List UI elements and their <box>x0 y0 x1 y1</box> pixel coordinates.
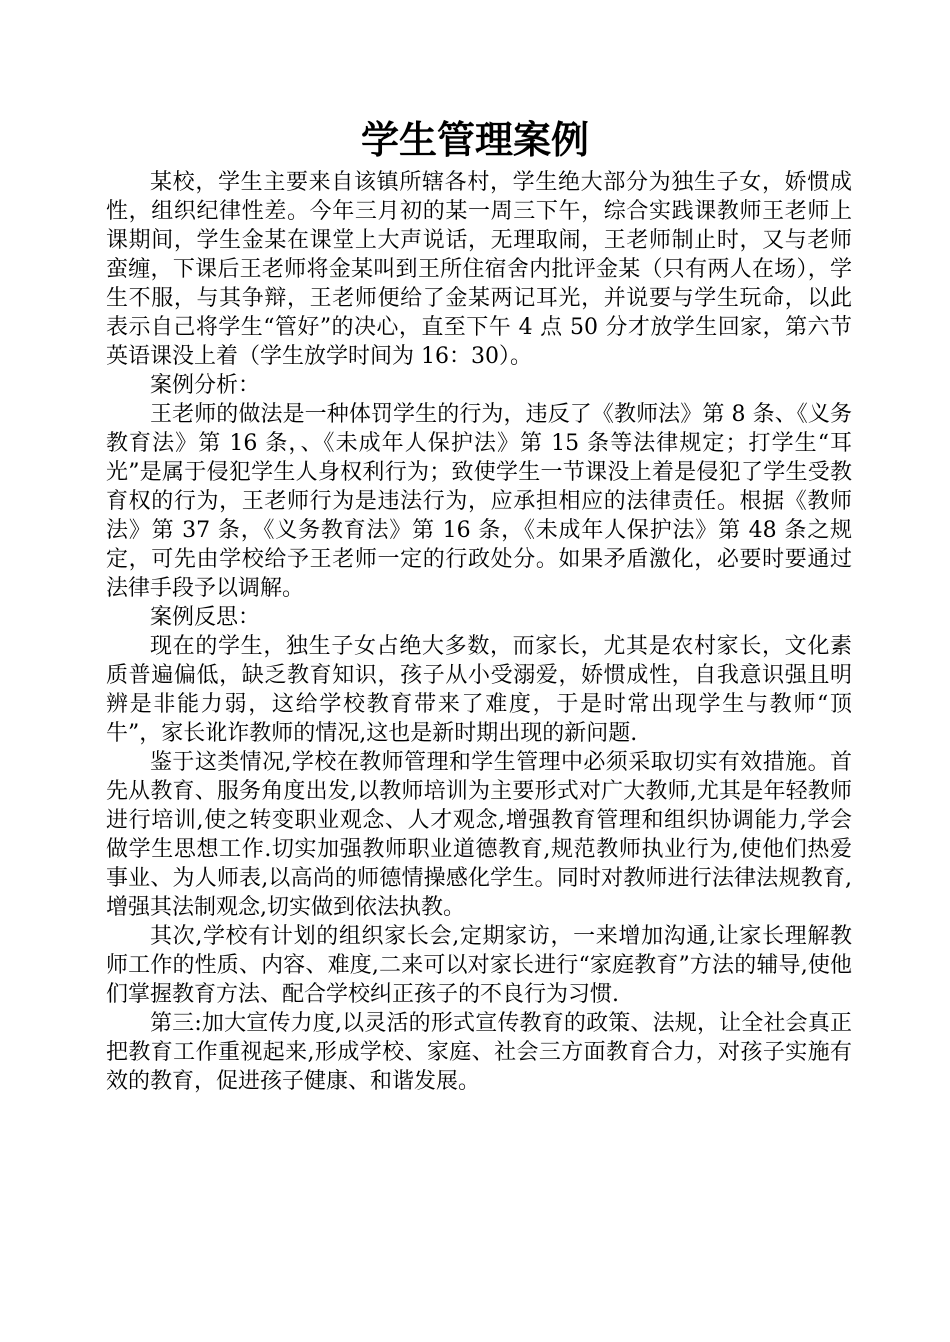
paragraph-reflection-heading: 案例反思： <box>150 605 261 630</box>
document-body <box>106 168 852 1096</box>
paragraph-reflection-2: 鉴于这类情况,学校在教师管理和学生管理中必须采取切实有效措施。首先从教育、服务角度出发,以教师培训为主要形式对广大教师,尤其是年轻教师进行培训,使之转变职业观念、人才观念,增强教育管理和组织协调能力,学会做学生思想工作.切实加强教师职业道德教育,规范教师执业行为,使他们热爱事业、为人师表,以高尚的师德情操感化学生。同时对教师进行法律法规教育,增强其法制观念,切实做到依法执教。 <box>106 750 852 920</box>
paragraph-reflection-3: 其次,学校有计划的组织家长会,定期家访，一来增加沟通,让家长理解教师工作的性质、内容、难度,二来可以对家长进行“家庭教育”方法的辅导,使他们掌握教育方法、配合学校纠正孩子的不良行为习惯. <box>106 924 852 1007</box>
paragraph-analysis: 王老师的做法是一种体罚学生的行为，违反了《教师法》第 8 条、《义务教育法》第 16 条，、《未成年人保护法》第 15 条等法律规定；打学生“耳光”是属于侵犯学生人身权利行为；致使学生一节课没上着是侵犯了学生受教育权的行为，王老师行为是违法行为，应承担相应的法律责任。根据《教师法》第 37 条，《义务教育法》第 16 条，《未成年人保护法》第 48 条之规定，可先由学校给予王老师一定的行政处分。如果矛盾激化，必要时要通过法律手段予以调解。 <box>106 402 852 601</box>
paragraph-analysis-heading: 案例分析： <box>150 373 261 398</box>
paragraph-reflection-4: 第三:加大宣传力度,以灵活的形式宣传教育的政策、法规，让全社会真正把教育工作重视起来,形成学校、家庭、社会三方面教育合力，对孩子实施有效的教育，促进孩子健康、和谐发展。 <box>106 1011 852 1094</box>
paragraph-case-description: 某校，学生主要来自该镇所辖各村，学生绝大部分为独生子女，娇惯成性，组织纪律性差。今年三月初的某一周三下午，综合实践课教师王老师上课期间，学生金某在课堂上大声说话，无理取闹，王老师制止时，又与老师蛮缠，下课后王老师将金某叫到王所住宿舍内批评金某（只有两人在场），学生不服，与其争辩，王老师便给了金某两记耳光，并说要与学生玩命，以此表示自己将学生“管好”的决心，直至下午 4 点 50 分才放学生回家，第六节英语课没上着（学生放学时间为 16：30）。 <box>106 170 852 369</box>
paragraph-reflection-1: 现在的学生，独生子女占绝大多数，而家长，尤其是农村家长，文化素质普遍偏低，缺乏教育知识，孩子从小受溺爱，娇惯成性，自我意识强且明辨是非能力弱，这给学校教育带来了难度，于是时常出现学生与教师“顶牛”，家长讹诈教师的情况,这也是新时期出现的新问题. <box>106 634 852 746</box>
document-title: 学生管理案例 <box>360 118 589 162</box>
